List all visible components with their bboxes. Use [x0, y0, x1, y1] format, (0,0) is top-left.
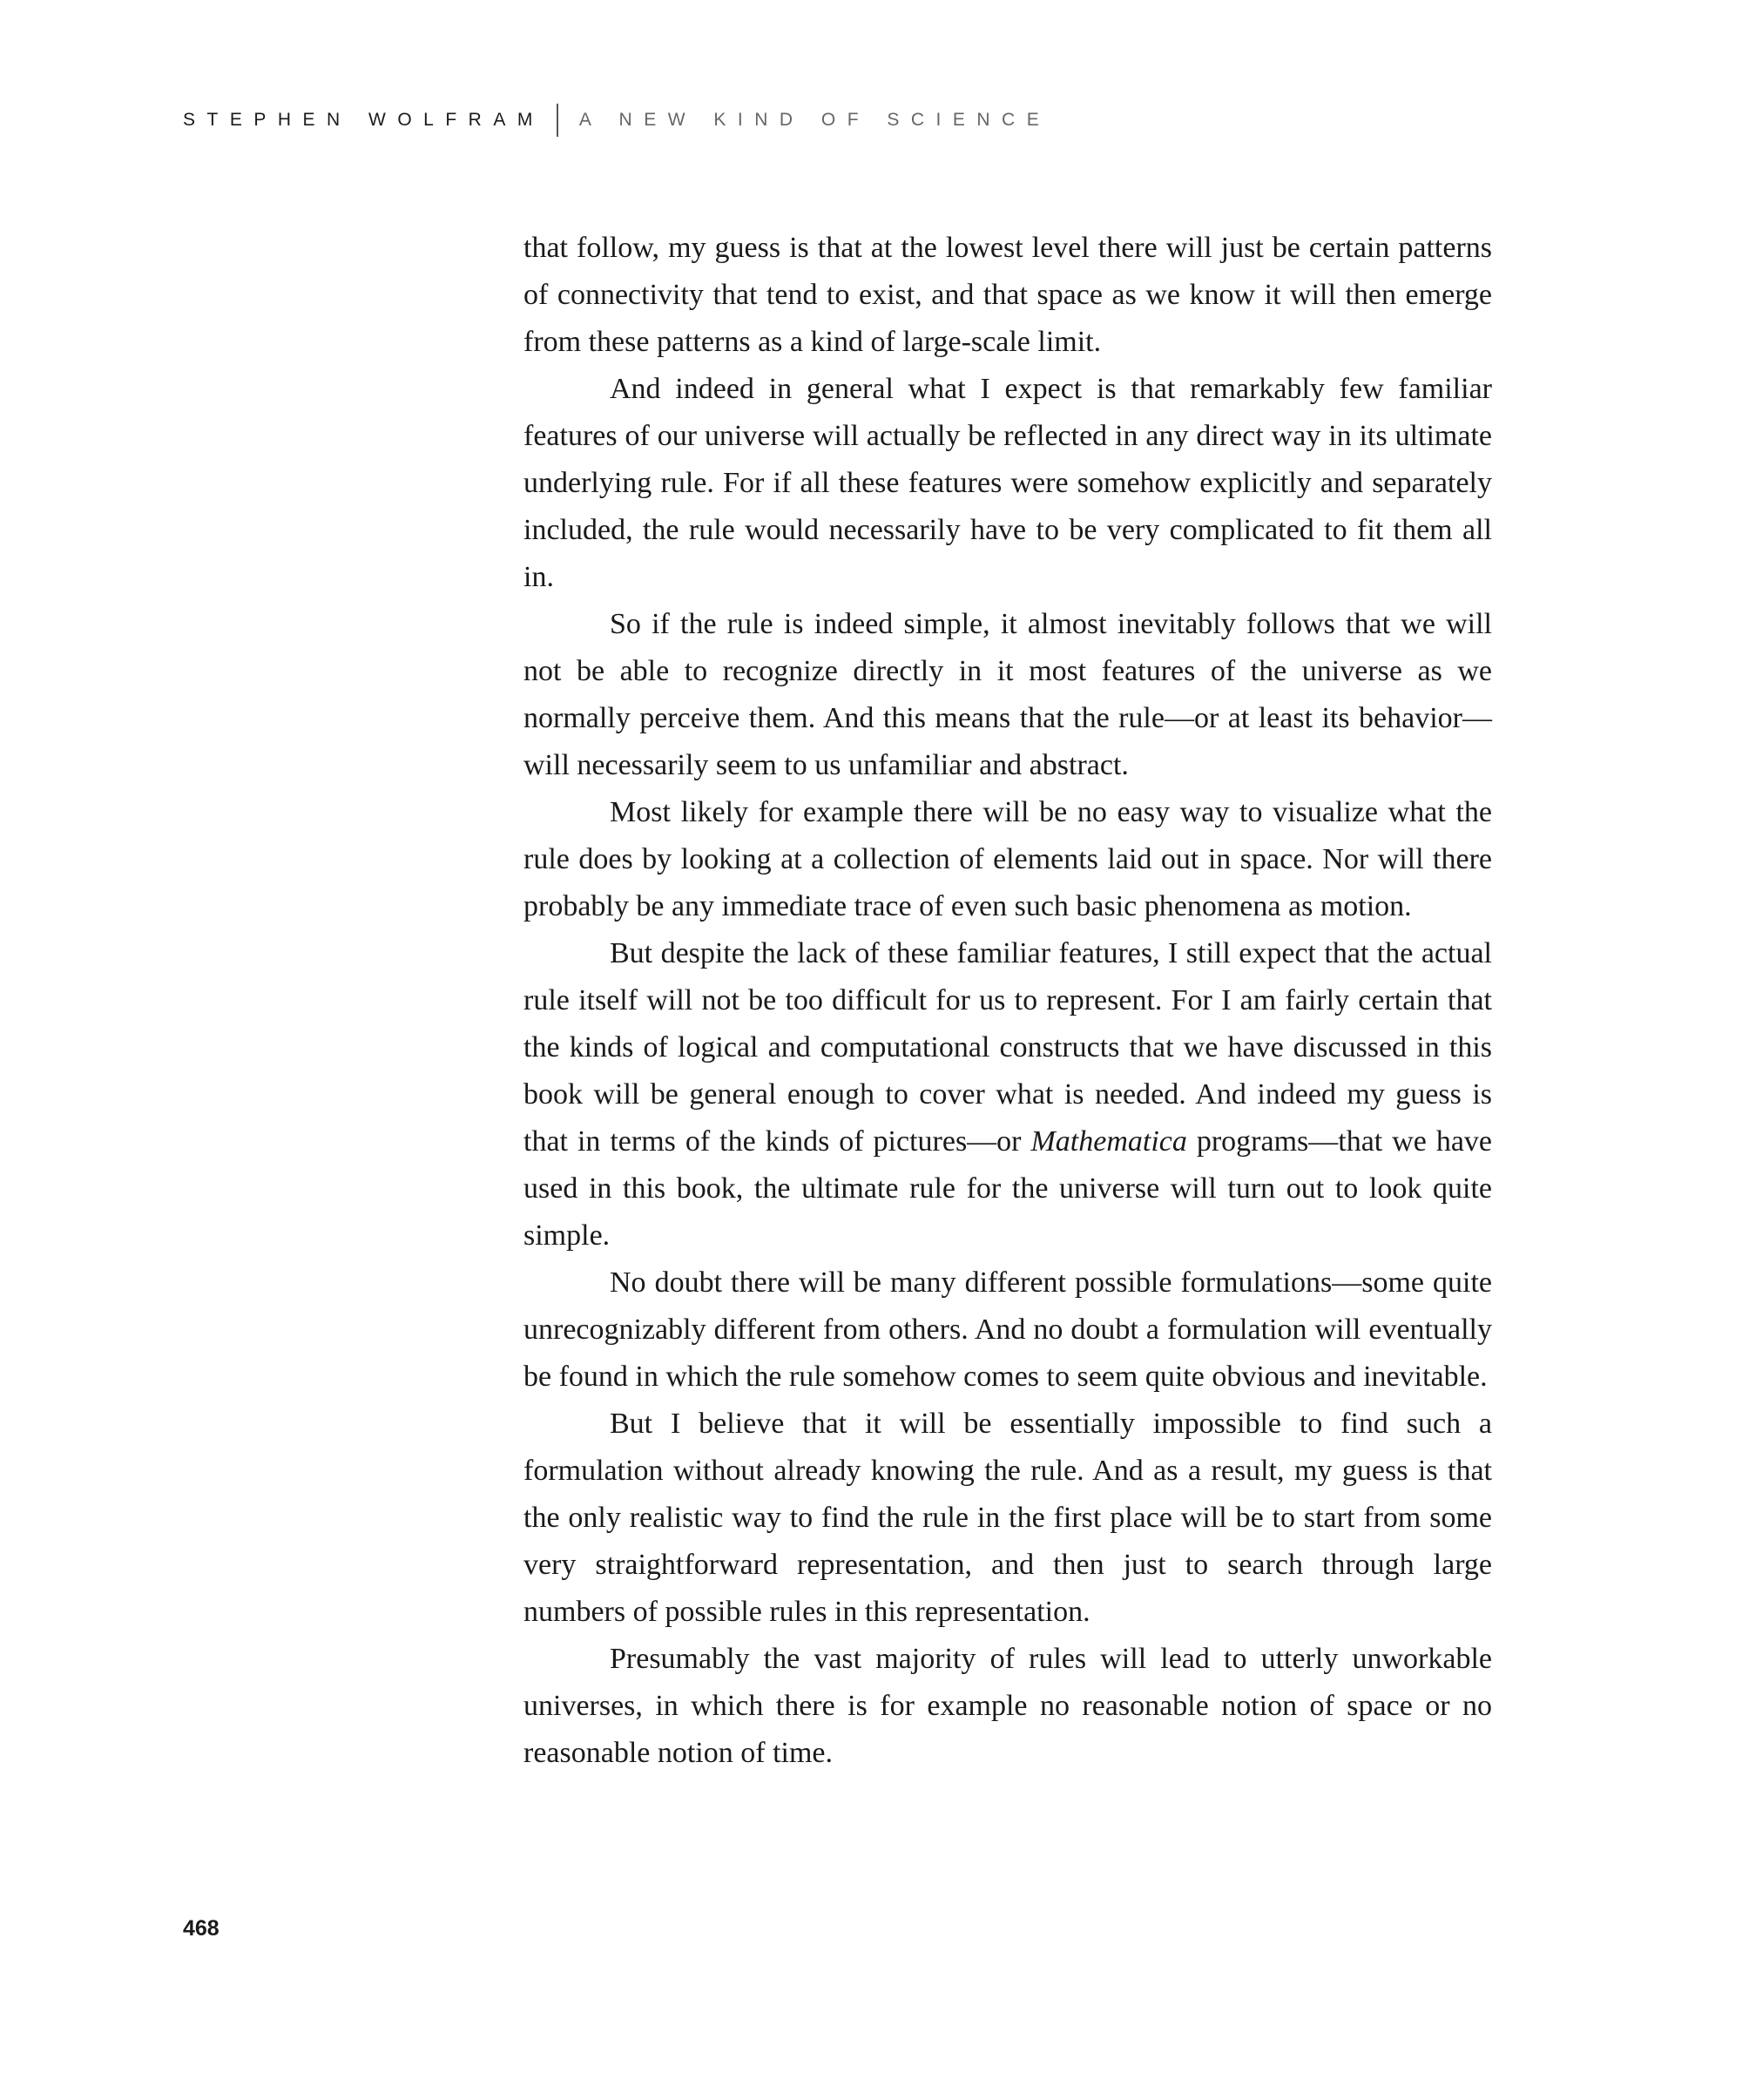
paragraph: No doubt there will be many different possible formulations—some quite unrecognizably different from others. And no doubt a formulation will eventually be found in which the rule somehow comes to seem quite obvious and inevitable.	[523, 1266, 1492, 1393]
paragraph: And indeed in general what I expect is that remarkably few familiar features of our universe will actually be reflected in any direct way in its ultimate underlying rule. For if all these features were somehow explicitly and separately included, the rule would necessarily have to be very complicated to fit them all in.	[523, 373, 1492, 593]
paragraph-continued: that follow, my guess is that at the lowest level there will just be certain patterns of connectivity that tend to exist, and that space as we know it will then emerge from these patterns as a kind of large-scale limit.	[523, 232, 1492, 358]
running-head	[183, 103, 1050, 138]
paragraph-text: But despite the lack of these familiar features, I still expect that the actual rule itself will not be too difficult for us to represent. For I am fairly certain that the kinds of logical and computational constructs that we have discussed in this book will be general enough to cover what is needed. And indeed my guess is that in terms of the kinds of pictures—or	[523, 937, 1492, 1158]
page-number: 468	[183, 1916, 219, 1941]
paragraph-text: programs—that we have used in this book, the ultimate rule for the universe will turn out to look quite simple.	[523, 1125, 1492, 1252]
paragraph: Most likely for example there will be no easy way to visualize what the rule does by looking at a collection of elements laid out in space. Nor will there probably be any immediate trace of even such basic phenomena as motion.	[523, 796, 1492, 922]
paragraph: So if the rule is indeed simple, it almost inevitably follows that we will not be able to recognize directly in it most features of the universe as we normally perceive them. And this means that the rule—or at least its behavior—will necessarily seem to us unfamiliar and abstract.	[523, 608, 1492, 781]
running-head-book-title: A NEW KIND OF SCIENCE	[578, 110, 1051, 130]
running-head-author: STEPHEN WOLFRAM	[183, 110, 544, 130]
paragraph: Presumably the vast majority of rules will lead to utterly unworkable universes, in which there is for example no reasonable notion of space or no reasonable notion of time.	[523, 1643, 1492, 1769]
paragraph	[523, 930, 1492, 1259]
running-head-divider	[557, 104, 558, 137]
mathematica-italic: Mathematica	[1030, 1125, 1187, 1158]
body-text	[523, 225, 1492, 1777]
paragraph: But I believe that it will be essentially impossible to find such a formulation without already knowing the rule. And as a result, my guess is that the only realistic way to find the rule in the first place will be to start from some very straightforward representation, and then just to search through large numbers of possible rules in this representation.	[523, 1408, 1492, 1628]
